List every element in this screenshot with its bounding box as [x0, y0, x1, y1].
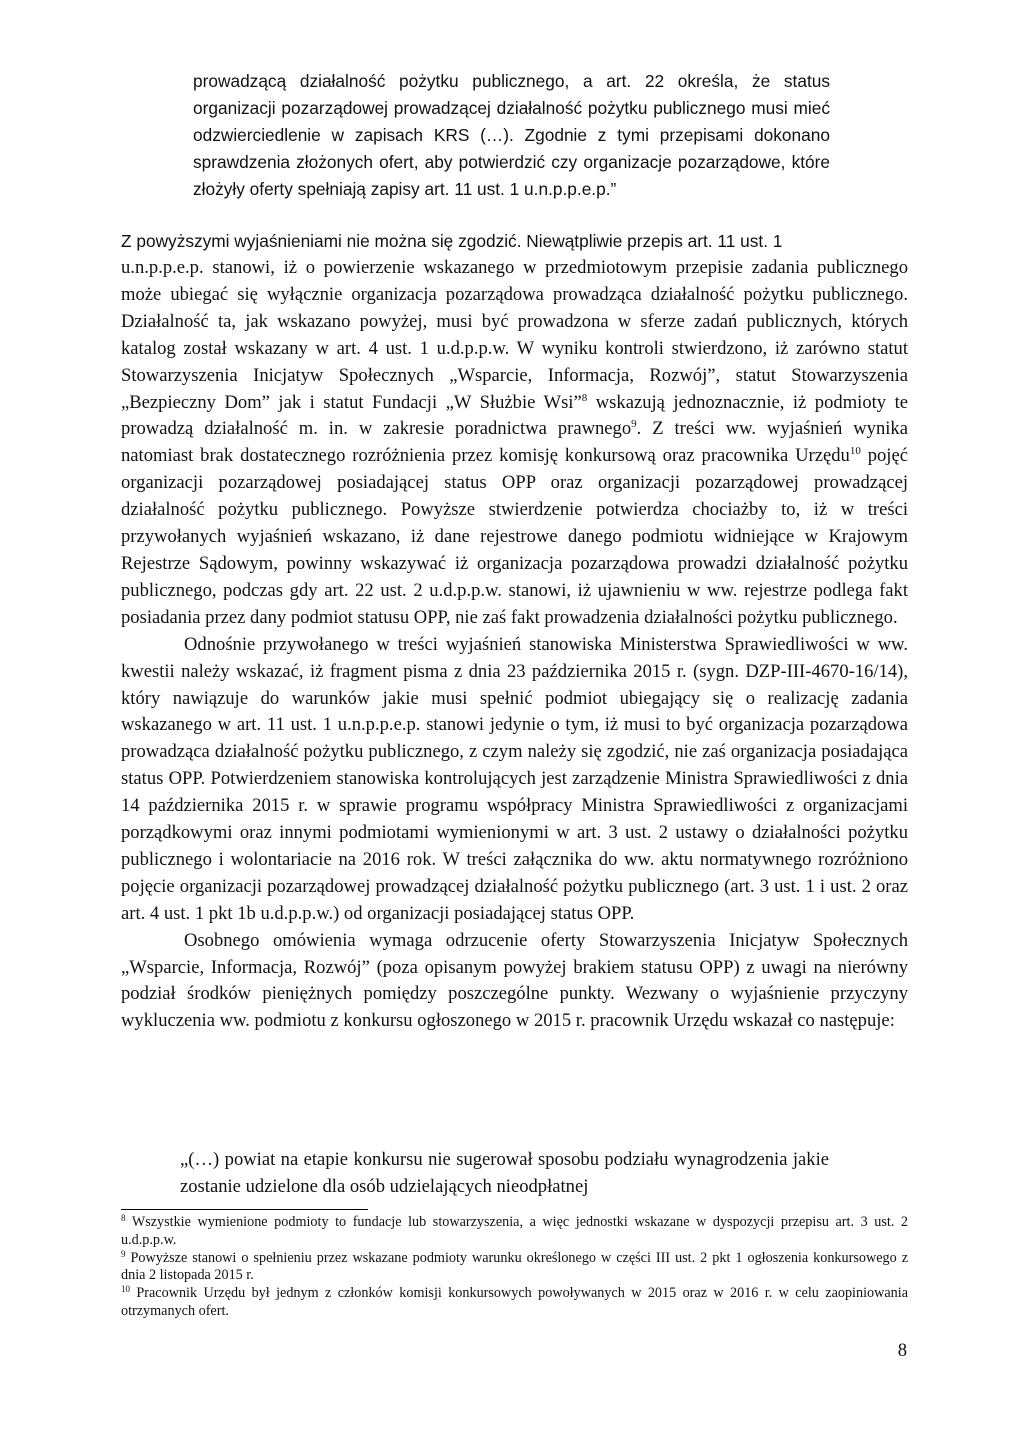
- footnote-number: 10: [121, 1284, 130, 1295]
- paragraph-2: Odnośnie przywołanego w treści wyjaśnień stanowiska Ministerstwa Sprawiedliwości w ww. kwestii należy wskazać, iż fragment pisma z dnia 23 października 2015 r. (sygn. DZP-III-4670-16/14), który nawiązuje do warunków jakie musi spełnić podmiot ubiegający się o realizację zadania wskazanego w art. 11 ust. 1 u.n.p.p.e.p. stanowi jedynie o tym, iż musi to być organizacja pozarządowa prowadząca działalność pożytku publicznego, z czym należy się zgodzić, nie zaś organizacja posiadająca status OPP. Potwierdzeniem stanowiska kontrolujących jest zarządzenie Ministra Sprawiedliwości z dnia 14 października 2015 r. w sprawie programu współpracy Ministra Sprawiedliwości z organizacjami porządkowymi oraz innymi podmiotami wymienionymi w art. 3 ust. 2 ustawy o działalności pożytku publicznego i wolontariacie na 2016 rok. W treści załącznika do ww. aktu normatywnego rozróżniono pojęcie organizacji pozarządowej prowadzącej działalność pożytku publicznego (art. 3 ust. 1 i ust. 2 oraz art. 4 ust. 1 pkt 1b u.d.p.p.w.) od organizacji posiadającej status OPP.: [121, 633, 908, 924]
- footnote-10: [121, 1285, 908, 1321]
- footnote-ref-10: 10: [849, 445, 861, 458]
- paragraph-1-text-a: u.n.p.p.e.p. stanowi, iż o powierzenie wskazanego w przedmiotowym przepisie zadania publicznego może ubiegać się wyłącznie organizacja pozarządowa prowadząca działalność pożytku publicznego. Działalność ta, jak wskazano powyżej, musi być prowadzona w sferze zadań publicznych, których katalog został wskazany w art. 4 ust. 1 u.d.p.p.w. W wyniku kontroli stwierdzono, iż zarówno statut Stowarzyszenia Inicjatyw Społecznych „Wsparcie, Informacja, Rozwój”, statut Stowarzyszenia „Bezpieczny Dom” jak i statut Fundacji „W Służbie Wsi”: [121, 257, 908, 413]
- footnote-8: [121, 1214, 908, 1250]
- paragraph-1-text-c: . Z treści ww. wyjaśnień wynika natomiast brak dostatecznego rozróżnienia przez komisję konkursową oraz pracownika Urzędu: [121, 418, 908, 467]
- footnote-9: [121, 1250, 908, 1286]
- footnote-ref-9: 9: [631, 418, 637, 431]
- footnote-text: Pracownik Urzędu był jednym z członków komisji konkursowych powoływanych w 2015 oraz w 2016 r. w celu zaopiniowania otrzymanych ofert.: [121, 1285, 909, 1319]
- footnote-text: Powyższe stanowi o spełnieniu przez wskazane podmioty warunku określonego w części III ust. 2 pkt 1 ogłoszenia konkursowego z dnia 2 listopada 2015 r.: [121, 1249, 908, 1284]
- main-body: [121, 255, 908, 1035]
- paragraph-1-text-b: wskazują jednoznacznie, iż podmioty te prowadzą działalność m. in. w zakresie poradnictwa prawnego: [121, 391, 908, 440]
- page-number: 8: [897, 1340, 907, 1361]
- footnote-separator: [121, 1209, 368, 1210]
- paragraph-3: Osobnego omówienia wymaga odrzucenie oferty Stowarzyszenia Inicjatyw Społecznych „Wsparcie, Informacja, Rozwój” (poza opisanym powyżej brakiem statusu OPP) z uwagi na nierówny podział środków pieniężnych pomiędzy poszczególne punkty. Wezwany o wyjaśnienie przyczyny wykluczenia ww. podmiotu z konkursu ogłoszonego w 2015 r. pracownik Urzędu wskazał co następuje:: [121, 929, 908, 1032]
- paragraph-opening-line: Z powyższymi wyjaśnieniami nie można się zgodzić. Niewątpliwie przepis art. 11 ust. 1: [121, 231, 783, 251]
- quote-block-2: „(…) powiat na etapie konkursu nie sugerował sposobu podziału wynagrodzenia jakie zostanie udzielone dla osób udzielających nieodpłatnej: [180, 1149, 829, 1197]
- paragraph-1-text-d: pojęć organizacji pozarządowej posiadającej status OPP oraz organizacji pozarządowej prowadzącej działalność pożytku publicznego. Powyższe stwierdzenie potwierdza chociażby to, iż w treści przywołanych wyjaśnień wskazano, iż dane rejestrowe danego podmiotu widniejące w Krajowym Rejestrze Sądowym, powinny wskazywać iż organizacja pozarządowa prowadzi działalność pożytku publicznego, podczas gdy art. 22 ust. 2 u.d.p.p.w. stanowi, iż ujawnieniu w ww. rejestrze podlega fakt posiadania przez dany podmiot statusu OPP, nie zaś fakt prowadzenia działalności pożytku publicznego.: [121, 445, 908, 628]
- footnote-number: 9: [121, 1248, 126, 1259]
- footnotes: [121, 1214, 908, 1321]
- footnote-ref-8: 8: [581, 391, 588, 404]
- paragraph-1: [121, 255, 908, 632]
- footnote-text: Wszystkie wymienione podmioty to fundacje lub stowarzyszenia, a więc jednostki wskazane w dyspozycji przepisu art. 3 ust. 2 u.d.p.p.w.: [121, 1214, 908, 1248]
- quote-block: prowadzącą działalność pożytku publicznego, a art. 22 określa, że status organizacji pozarządowej prowadzącej działalność pożytku publicznego musi mieć odzwierciedlenie w zapisach KRS (…). Zgodnie z tymi przepisami dokonano sprawdzenia złożonych ofert, aby potwierdzić czy organizacje pozarządowe, które złożyły oferty spełniają zapisy art. 11 ust. 1 u.n.p.p.e.p.”: [193, 71, 830, 199]
- footnote-number: 8: [121, 1213, 126, 1223]
